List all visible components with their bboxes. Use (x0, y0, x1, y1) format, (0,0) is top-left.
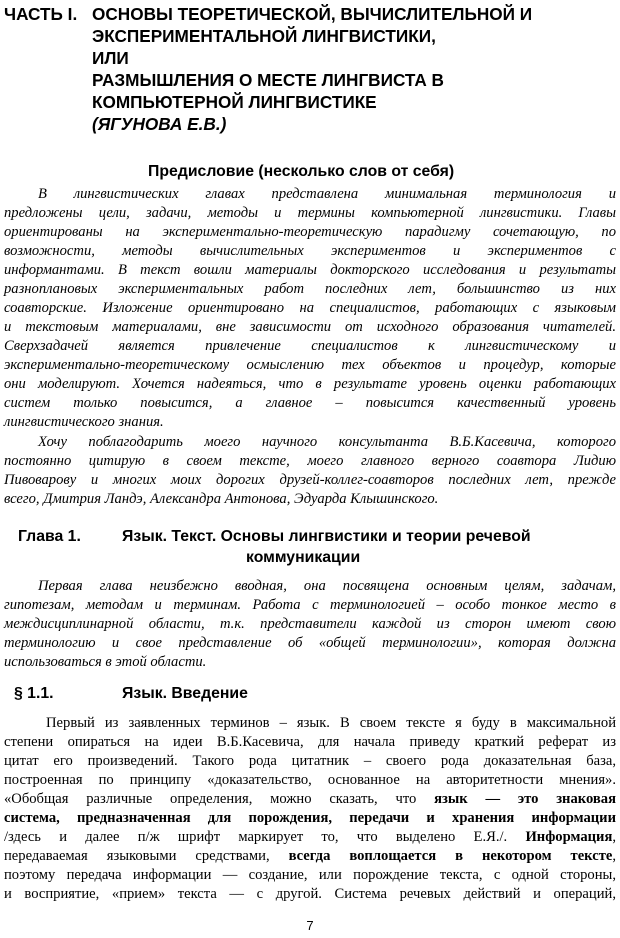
part-title-line: КОМПЬЮТЕРНОЙ ЛИНГВИСТИКЕ (92, 92, 377, 112)
bold-text-run: Информация (525, 829, 613, 845)
section-body (4, 714, 616, 904)
text-run: , (612, 829, 616, 845)
text-line: терминологию и свое представление об «общей терминологии», которая должна (4, 635, 616, 651)
text-line: систем только повысится, а главное – повысится качественный уровень (4, 395, 616, 411)
text-line: информантами. В текст вошли материалы докторского исследования и результаты (4, 262, 616, 278)
text-run: «Обобщая различные определения, можно сказать, что (4, 791, 435, 807)
part-title-line: ЭКСПЕРИМЕНТАЛЬНОЙ ЛИНГВИСТИКИ, (92, 26, 436, 46)
text-line: возможности, методы вычислительных экспериментов и экспериментов с (4, 243, 616, 259)
text-line (4, 790, 616, 809)
text-line: лингвистического знания. (4, 414, 164, 430)
text-line: гипотезам, методам и терминам. Работа с терминологией – особо тонкое место в (4, 597, 616, 613)
text-line: всего, Дмитрия Ландэ, Александра Антонова, Эдуарда Клышинского. (4, 491, 439, 507)
part-title-line: РАЗМЫШЛЕНИЯ О МЕСТЕ ЛИНГВИСТА В (92, 70, 444, 90)
preface-title: Предисловие (несколько слов от себя) (148, 163, 455, 180)
text-line: построенная по принципу «доказательство, основанное на авторитетности мнения». (4, 772, 616, 788)
text-line: поэтому передача информации — создание, или порождение текста, с одной стороны, (4, 867, 616, 883)
text-line: степени опираться на идеи В.Б.Касевича, для начала приведу краткий реферат из (4, 734, 616, 750)
part-title (92, 3, 620, 135)
text-line: использоваться в этой области. (4, 654, 207, 670)
chapter-title-line-2: коммуникации (246, 549, 361, 566)
section-number: § 1.1. (14, 685, 54, 702)
text-line: постоянно цитирую в своем тексте, моего главного верного соавтора Лидию (4, 453, 616, 469)
preface-paragraph-2 (4, 433, 616, 509)
page-number: 7 (306, 918, 314, 933)
text-line: междисциплинарной области, т.к. представители каждой из сторон имеют свою (4, 616, 616, 632)
text-run: /здесь и далее п/ж шрифт маркирует то, что выделено Е.Я./. (4, 829, 526, 845)
chapter-title-line-1: Язык. Текст. Основы лингвистики и теории речевой (122, 528, 531, 545)
text-line: предложены цели, задачи, методы и термины компьютерной лингвистики. Главы (4, 205, 616, 221)
bold-text-run: язык — это знаковая (434, 791, 616, 807)
part-label: ЧАСТЬ I. (4, 4, 78, 24)
preface-paragraph-1 (4, 185, 616, 432)
part-author: (ЯГУНОВА Е.В.) (92, 114, 227, 134)
text-line: и текстовым материалами, вне зависимости от исходного образования читателей. (4, 319, 616, 335)
text-line: Первая глава неизбежно вводная, она посвящена основным целям, задачам, (38, 578, 616, 594)
text-run: передаваемая языковыми средствами, (4, 848, 289, 864)
part-title-line: ОСНОВЫ ТЕОРЕТИЧЕСКОЙ, ВЫЧИСЛИТЕЛЬНОЙ И (92, 4, 533, 24)
text-line (4, 809, 616, 828)
chapter-number: Глава 1. (18, 528, 81, 545)
text-line: Пивоварову и многих моих дорогих друзей-коллег-соавторов последних лет, прежде (4, 472, 616, 488)
text-line: Сверхзадачей является привлечение специалистов к лингвистическому и (4, 338, 616, 354)
bold-text-run: всегда воплощается в некотором тексте (288, 848, 613, 864)
text-line: разноплановых экспериментальных работ последних лет, большинство из них (4, 281, 616, 297)
text-line: соавторские. Изложение ориентировано на специалистов, работающих с языковым (4, 300, 616, 316)
text-line: экспериментально-теоретическому осмыслению тех объектов и процедур, которые (4, 357, 616, 373)
chapter-intro (4, 577, 616, 672)
text-line: цитат его произведений. Такого рода цитатник – своего рода доказательная база, (4, 753, 616, 769)
bold-text-run: система, предназначенная для порождения, передачи и хранения информации (4, 810, 616, 826)
text-line: ориентированы на экспериментально-теоретическую парадигму сочетающую, по (4, 224, 616, 240)
text-line (4, 847, 616, 866)
part-title-line: ИЛИ (92, 48, 129, 68)
text-line: Хочу поблагодарить моего научного консультанта В.Б.Касевича, которого (38, 434, 616, 450)
text-line: Первый из заявленных терминов – язык. В своем тексте я буду в максимальной (46, 715, 616, 731)
text-line: они моделируют. Хочется надеяться, что в результате уровень оценки работающих (4, 376, 616, 392)
section-title: Язык. Введение (122, 685, 248, 702)
text-line: и восприятие, «прием» текста — с другой. Система речевых действий и операций, (4, 886, 616, 902)
text-line (4, 828, 616, 847)
text-run: , (612, 848, 617, 864)
text-line: В лингвистических главах представлена минимальная терминология и (38, 186, 616, 202)
